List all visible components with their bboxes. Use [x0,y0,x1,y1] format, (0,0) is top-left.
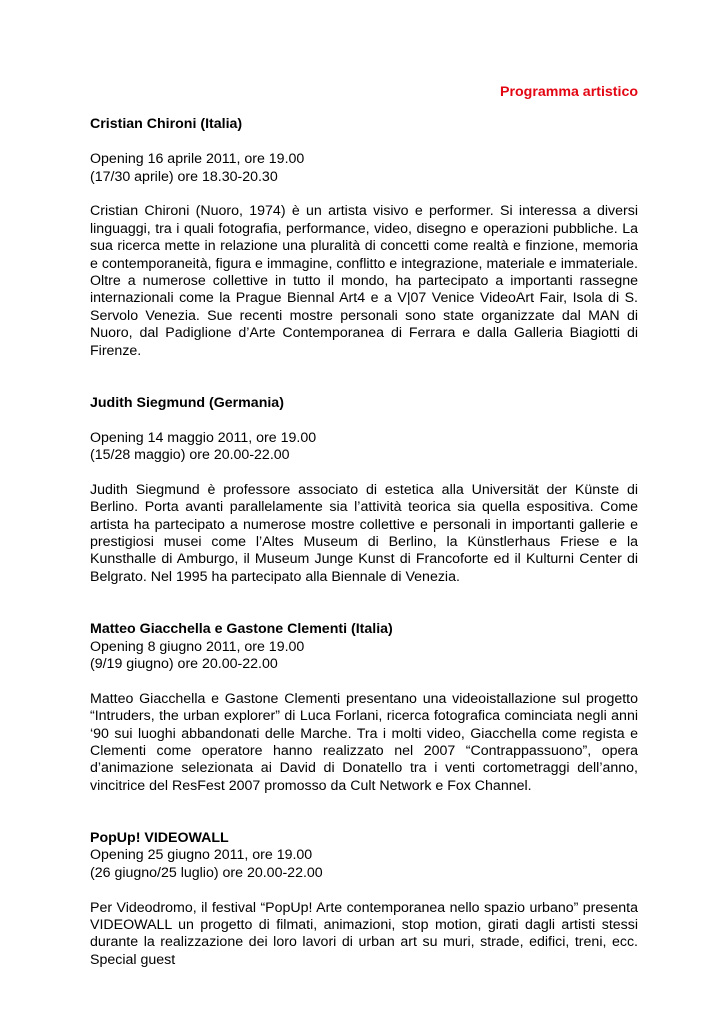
artist-section-popup-videowall [90,830,638,969]
artist-name: Judith Siegmund (Germania) [90,394,284,411]
opening-date: Opening 25 giugno 2011, ore 19.00 [90,847,313,864]
artist-description: Judith Siegmund è professore associato di estetica alla Universität der Künste di Berlino. Porta avanti parallelamente sia l’attività teorica sia quella espositiva. Come artista ha partecipato a numerose mostre collettive e personali in importanti gallerie e prestigiosi musei come l’Altes Museum di Berlino, la Künstlerhaus Friese e la Kunsthalle di Amburgo, il Museum Junge Kunst di Francoforte ed il Kulturni Center di Belgrato. Nel 1995 ha partecipato alla Biennale di Venezia. [90,481,638,585]
artist-section-siegmund [90,395,638,586]
document-page [90,84,638,969]
exhibition-dates: (26 giugno/25 luglio) ore 20.00-22.00 [90,864,323,881]
opening-date: Opening 14 maggio 2011, ore 19.00 [90,429,317,446]
opening-date: Opening 16 aprile 2011, ore 19.00 [90,151,305,168]
exhibition-dates: (15/28 maggio) ore 20.00-22.00 [90,447,290,464]
artist-name: PopUp! VIDEOWALL [90,829,229,846]
artist-description: Matteo Giacchella e Gastone Clementi presentano una videoistallazione sul progetto “Intruders, the urban explorer” di Luca Forlani, ricerca fotografica cominciata negli anni ‘90 sui luoghi abbandonati delle Marche. Tra i molti video, Giacchella come regista e Clementi come operatore hanno realizzato nel 2007 “Contrappassuono”, opera d’animazione selezionata ai David di Donatello tra i venti cortometraggi dell’anno, vincitrice del ResFest 2007 promosso da Cult Network e Fox Channel. [90,690,638,794]
opening-date: Opening 8 giugno 2011, ore 19.00 [90,638,305,655]
artist-description: Cristian Chironi (Nuoro, 1974) è un artista visivo e performer. Si interessa a diversi linguaggi, tra i quali fotografia, performance, video, disegno e operazioni pubbliche. La sua ricerca mette in relazione una pluralità di concetti come realtà e finzione, memoria e contemporaneità, figura e immagine, conflitto e integrazione, materiale e immateriale. Oltre a numerose collettive in tutto il mondo, ha partecipato a importanti rassegne internazionali come la Prague Biennal Art4 e a V|07 Venice VideoArt Fair, Isola di S. Servolo Venezia. Sue recenti mostre personali sono state organizzate dal MAN di Nuoro, dal Padiglione d’Arte Contemporanea di Ferrara e dalla Galleria Biagiotti di Firenze. [90,203,638,359]
exhibition-dates: (17/30 aprile) ore 18.30-20.30 [90,168,278,185]
artist-section-giacchella-clementi [90,621,638,795]
artist-description: Per Videodromo, il festival “PopUp! Arte contemporanea nello spazio urbano” presenta VIDEOWALL un progetto di filmati, animazioni, stop motion, girati dagli artisti stessi durante la realizzazione dei loro lavori di urban art su muri, strade, edifici, treni, ecc. Special guest [90,899,638,968]
program-title: Programma artistico [500,84,638,100]
exhibition-dates: (9/19 giugno) ore 20.00-22.00 [90,655,278,672]
artist-name: Matteo Giacchella e Gastone Clementi (Italia) [90,621,393,638]
artist-name: Cristian Chironi (Italia) [90,116,243,133]
artist-section-chironi [90,116,638,360]
